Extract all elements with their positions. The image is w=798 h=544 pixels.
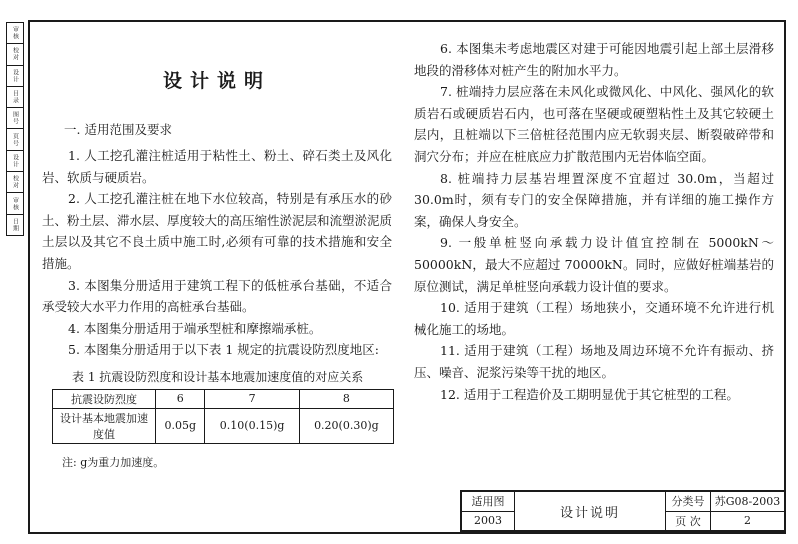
paragraph: 9. 一般单桩竖向承载力设计值宜控制在 5000kN～50000kN，最大不应超过 70000kN。同时，应做好桩端基岩的原位测试，满足单桩竖向承载力设计值的要求。 [414,235,774,294]
paragraph: 10. 适用于建筑（工程）场地狭小，交通环境不允许进行机械化施工的场地。 [414,300,774,337]
side-cell: 校对 [7,172,23,193]
paragraph: 8. 桩端持力层基岩埋置深度不宜超过 30.0m，当超过 30.0m时，须有专门的安全保障措施，并有详细的施工操作方案，确保人身安全。 [414,170,774,229]
title-block-meta [666,492,784,530]
paragraph: 2. 人工挖孔灌注桩在地下水位较高，特别是有承压水的砂土、粉土层、滞水层、厚度较大的高压缩性淤泥层和流塑淤泥质土层以及其它不良土质中施工时,必须有可靠的技术措施和安全措施。 [42,191,393,271]
paragraph: 4. 本图集分册适用于端承型桩和摩擦端承桩。 [68,320,322,336]
title-block [460,490,786,532]
section-heading: 一. 适用范围及要求 [64,122,172,137]
table-cell: 0.20(0.30)g [299,408,393,443]
page-number: 2 [744,514,751,528]
side-cell: 页号 [7,129,23,150]
side-cell: 设计 [7,66,23,87]
side-cell: 审核 [7,193,23,214]
paragraph: 3. 本图集分册适用于建筑工程下的低桩承台基础，不适合承受较大水平力作用的高桩承台基础。 [42,277,392,315]
table-note: 注: g为重力加速度。 [62,455,165,469]
table-caption: 表 1 抗震设防烈度和设计基本地震加速度值的对应关系 [72,369,364,384]
title-block-atlas [462,492,515,530]
paragraph: 11. 适用于建筑（工程）场地及周边环境不允许有振动、挤压、噪音、泥浆污染等干扰的地区。 [414,343,774,380]
table-cell: 0.05g [156,408,205,443]
document-title: 设计说明 [162,70,271,92]
table-cell: 8 [299,389,393,408]
paragraph: 1. 人工挖孔灌注桩适用于粘性土、粉土、碎石类土及风化岩、软质与硬质岩。 [42,148,392,185]
seismic-table [52,389,394,444]
table-cell: 6 [156,389,205,408]
page-label: 页 次 [666,512,711,531]
side-cell: 日期 [11,217,19,232]
right-column [414,30,774,405]
side-strip [6,22,24,236]
table-cell: 7 [205,389,299,408]
atlas-year: 2003 [474,514,502,528]
left-column [42,30,392,470]
paragraph: 12. 适用于工程造价及工期明显优于其它桩型的工程。 [440,386,739,402]
table-row [53,408,394,443]
category-label: 分类号 [666,492,711,511]
category-value: 苏G08-2003 [714,495,781,509]
side-cell: 校对 [7,44,23,65]
paragraph: 7. 桩端持力层应落在未风化或微风化、中风化、强风化的软质岩石或硬质岩石内，也可落在坚硬或硬塑粘性土及其它较硬土层内，且桩端以下三倍桩径范围内应无软弱夹层、断裂破碎带和洞穴分布；并应在桩底应力扩散范围内无岩体临空面。 [414,84,774,164]
side-cell: 审核 [7,23,23,44]
side-cell: 目录 [7,87,23,108]
table-cell: 0.10(0.15)g [205,408,299,443]
atlas-label: 适用图 [462,492,514,512]
paragraph: 5. 本图集分册适用于以下表 1 规定的抗震设防烈度地区: [68,342,380,358]
side-cell: 设计 [7,151,23,172]
paragraph: 6. 本图集未考虑地震区对建于可能因地震引起上部土层滑移地段的滑移体对桩产生的附加水平力。 [414,41,774,78]
table-cell: 设计基本地震加速度值 [53,408,156,443]
drawing-title: 设计说明 [515,492,666,530]
table-cell: 抗震设防烈度 [53,389,156,408]
table-row [53,389,394,408]
side-cell: 图号 [7,108,23,129]
